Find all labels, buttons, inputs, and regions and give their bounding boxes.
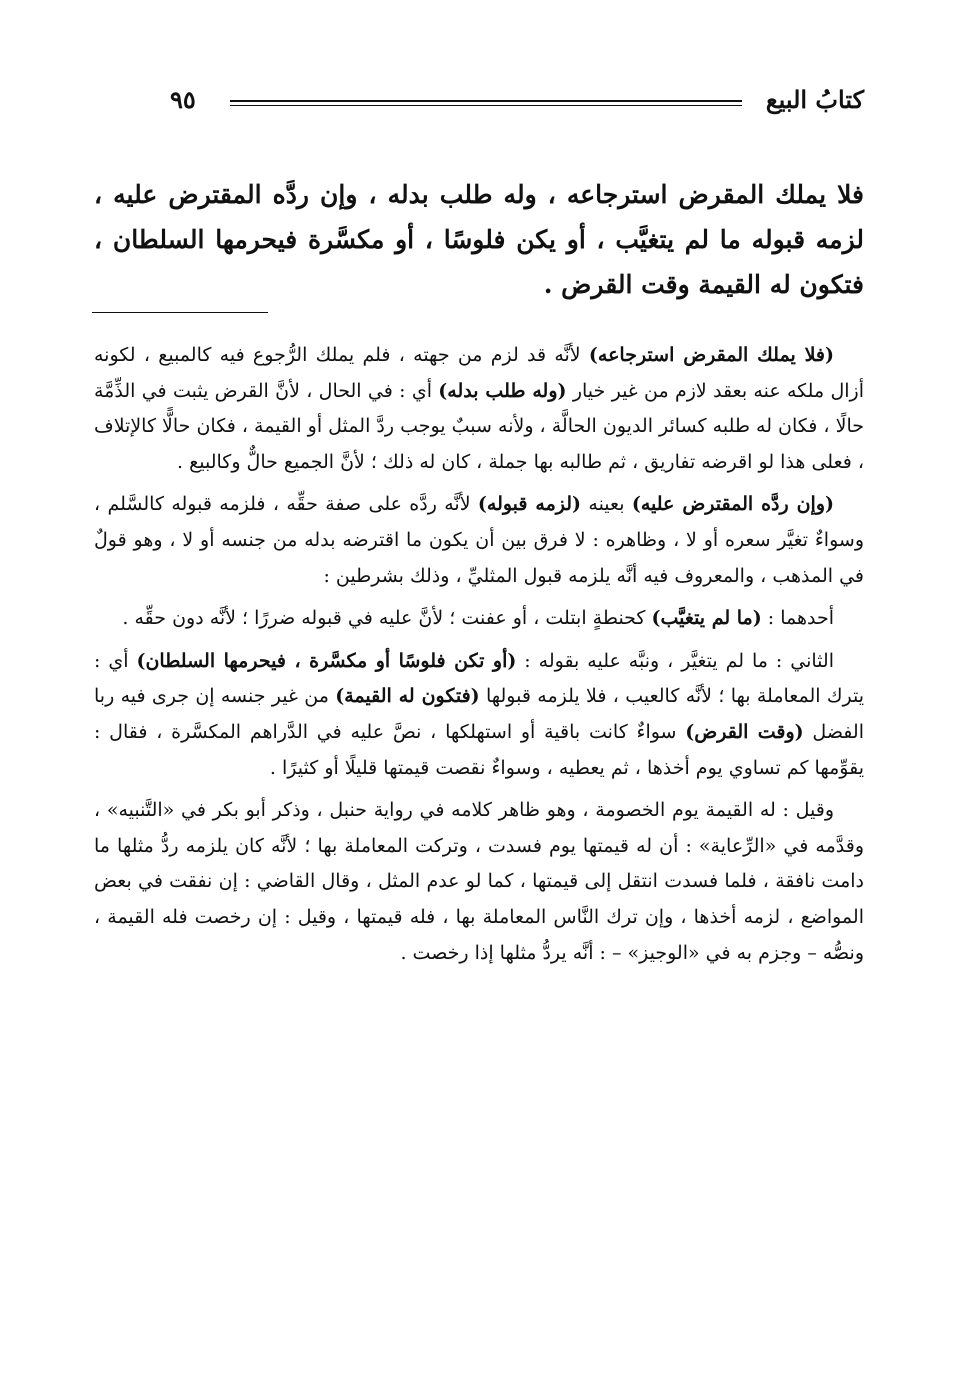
commentary-text: أحدهما : [761, 607, 834, 630]
quoted-phrase: (وله طلب بدله) [438, 379, 567, 402]
commentary-text: أي : في الحال ، لأنَّ القرض يثبت في الذِّمَّة حالًا ، فكان له طلبه كسائر الديون الحالَّة ، ولأنه سببٌ يوجب ردَّ المثل أو القيمة ، فكان حالًّا كالإتلاف ، فعلى هذا لو اقرضه تفاريق ، ثم طالبه بها جملة ، كان له ذلك ؛ لأنَّ الجميع حالٌّ وكالبيع . [94, 379, 864, 473]
quoted-phrase: (أو تكن فلوسًا أو مكسَّرة ، فيحرمها السلطان) [136, 649, 517, 672]
header-rule [230, 100, 742, 102]
commentary-paragraph-1 [94, 338, 864, 480]
commentary-paragraph-3 [94, 601, 864, 637]
header-rule-thin [230, 105, 742, 106]
page-header [170, 84, 864, 120]
chapter-title: كتابُ البيع [765, 85, 864, 114]
commentary-text: من غير جنسه إن جرى فيه ربا الفضل [94, 685, 864, 743]
page-number: ٩٥ [170, 85, 196, 114]
commentary-text: بعينه [581, 493, 632, 516]
matn-text: فلا يملك المقرض استرجاعه ، وله طلب بدله ، وإن ردَّه المقترض عليه ، لزمه قبوله ما لم يتغيَّب ، أو يكن فلوسًا ، أو مكسَّرة فيحرمها السلطان ، فتكون له القيمة وقت القرض . [94, 180, 864, 299]
commentary-text: سواءٌ كانت باقية أو استهلكها ، نصَّ عليه في الدَّراهم المكسَّرة ، فقال : يقوِّمها كم تساوي يوم أخذها ، ثم يعطيه ، وسواءٌ نقصت قيمتها قليلًا أو كثيرًا . [94, 720, 864, 779]
commentary-text: لأنَّه ردَّه على صفة حقِّه ، فلزمه قبوله كالسَّلم ، وسواءٌ تغيَّر سعره أو لا ، وظاهره : لا فرق بين أن يكون ما اقترضه بدله من جنسه أو لا ، وهو قولٌ في المذهب ، والمعروف فيه أنَّه يلزمه قبول المثليِّ ، وذلك بشرطين : [94, 493, 864, 587]
quoted-phrase: (فلا يملك المقرض استرجاعه) [588, 344, 834, 366]
commentary-text: الثاني : ما لم يتغيَّر ، ونبَّه عليه بقوله : [516, 649, 834, 672]
quoted-phrase: (فتكون له القيمة) [335, 685, 480, 708]
commentary-text: أي : يترك المعاملة بها ؛ لأنَّه كالعيب ، فلا يلزمه قبولها [94, 649, 864, 708]
commentary [94, 338, 864, 978]
quoted-phrase: (وإن ردَّه المقترض عليه) [631, 493, 834, 516]
commentary-text: لأنَّه قد لزم من جهته ، فلم يملك الرُّجوع فيه كالمبيع ، لكونه أزال ملكه عنه بعقد لازم من غير خيار [94, 344, 864, 402]
quoted-phrase: (وقت القرض) [685, 720, 804, 743]
commentary-paragraph-2 [94, 487, 864, 594]
matn-separator [92, 312, 268, 313]
commentary-paragraph-4 [94, 644, 864, 786]
quoted-phrase: (لزمه قبوله) [477, 493, 582, 516]
quoted-phrase: (ما لم يتغيَّب) [651, 607, 762, 630]
commentary-paragraph-5: وقيل : له القيمة يوم الخصومة ، وهو ظاهر كلامه في رواية حنبل ، وذكر أبو بكر في «التَّنبيه» ، وقدَّمه في «الرِّعاية» : أن له قيمتها يوم فسدت ، وتركت المعاملة بها ؛ لأنَّه كان يلزمه ردُّ مثلها ما دامت نافقة ، فلما فسدت انتقل إلى قيمتها ، كما لو عدم المثل ، وقال القاضي : إن نفقت في بعض المواضع ، لزمه أخذها ، وإن ترك النَّاس المعاملة بها ، فله قيمتها ، وقيل : إن رخصت فله القيمة ، ونصُّه – وجزم به في «الوجيز» – : أنَّه يردُّ مثلها إذا رخصت . [94, 799, 864, 964]
commentary-text: كحنطةٍ ابتلت ، أو عفنت ؛ لأنَّ عليه في قبوله ضررًا ؛ لأنَّه دون حقِّه . [122, 607, 652, 630]
